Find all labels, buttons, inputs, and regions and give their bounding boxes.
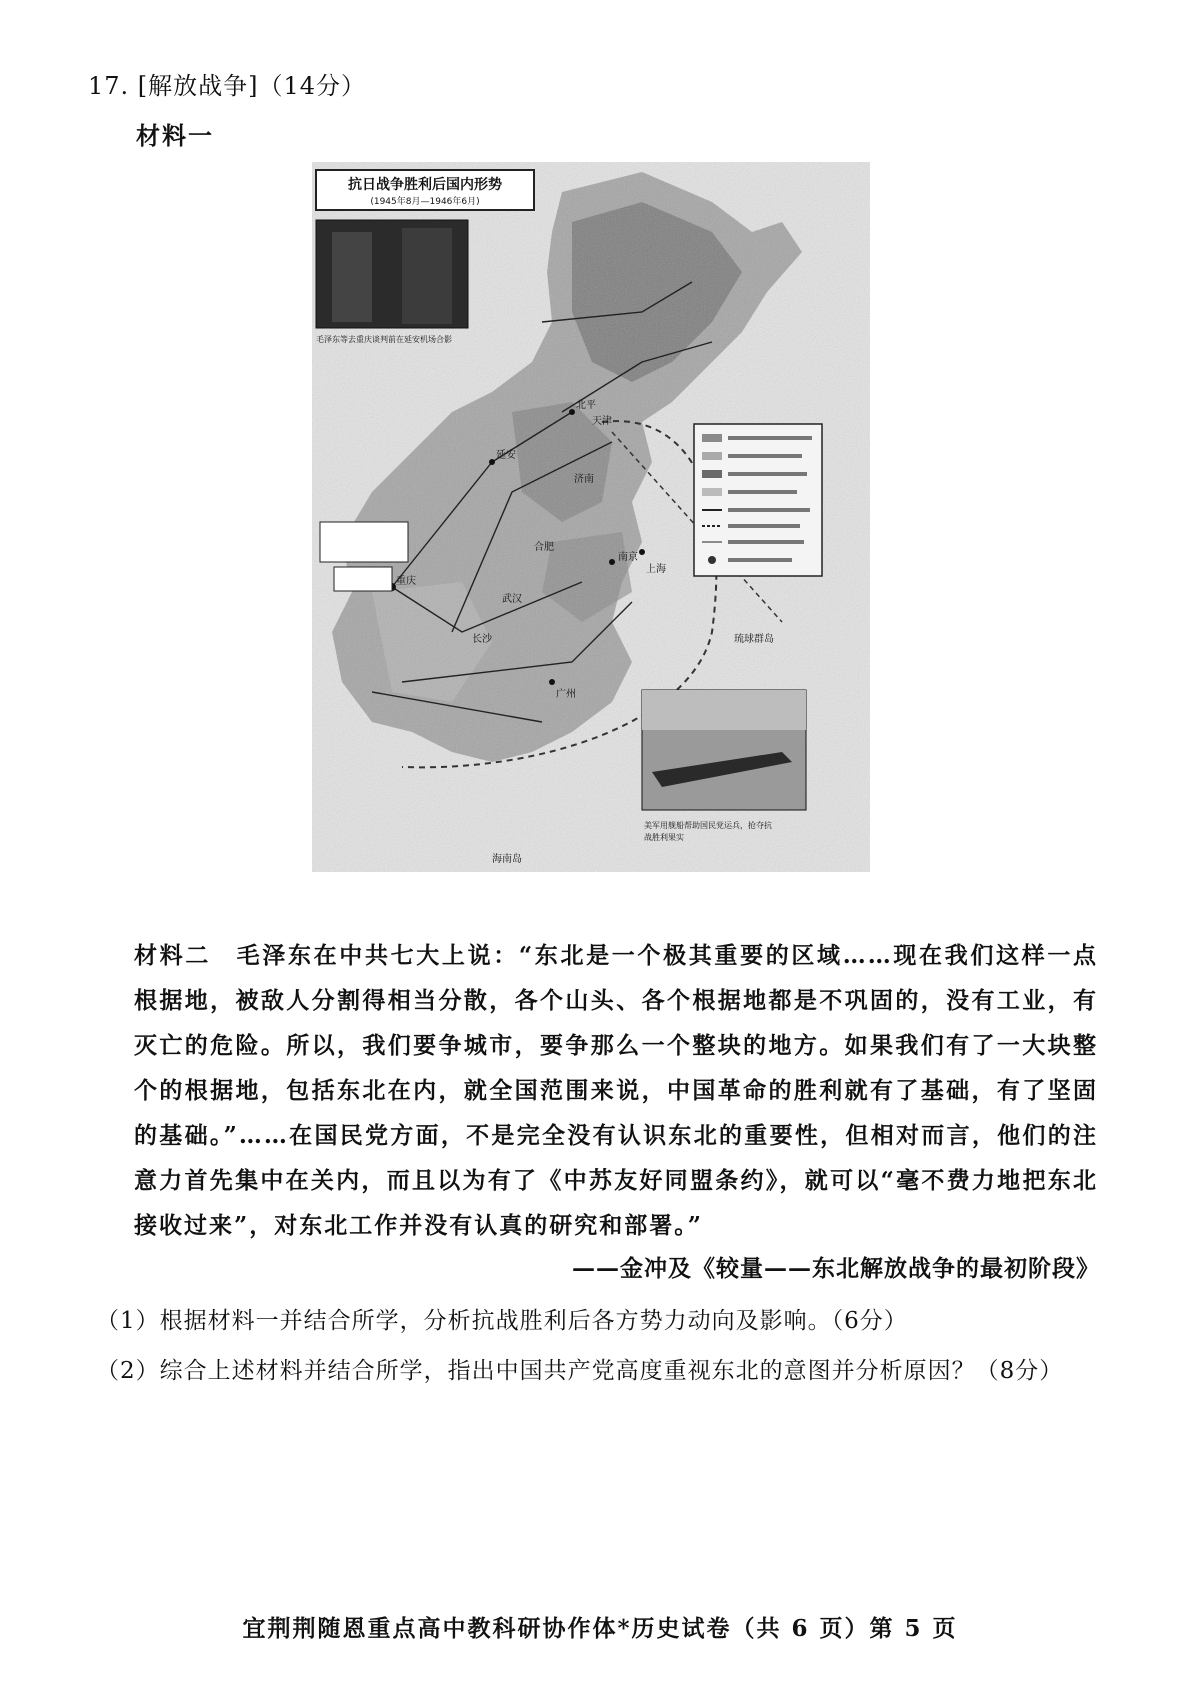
label-shanghai: 上海 xyxy=(646,564,666,575)
label-chongqing: 重庆 xyxy=(396,576,416,587)
photo2-caption-line2: 战胜利果实 xyxy=(644,833,684,842)
label-jinan: 济南 xyxy=(574,474,594,485)
city-marker xyxy=(609,559,615,565)
city-marker xyxy=(489,459,495,465)
city-marker xyxy=(569,409,575,415)
label-changsha: 长沙 xyxy=(472,634,492,645)
label-wuhan: 武汉 xyxy=(502,594,522,605)
map-legend xyxy=(694,424,822,576)
material-two-source: ——金冲及《较量——东北解放战争的最初阶段》 xyxy=(572,1255,1100,1282)
map-title: 抗日战争胜利后国内形势 xyxy=(348,177,502,193)
label-ryukyu: 琉球群岛 xyxy=(734,634,774,645)
label-yanan: 延安 xyxy=(496,450,516,461)
label-guangzhou: 广州 xyxy=(556,689,576,700)
question-title: 17. [解放战争]（14分） xyxy=(88,72,367,100)
sub-question-1: （1）根据材料一并结合所学，分析抗战胜利后各方势力动向及影响。（6分） xyxy=(96,1308,908,1334)
material-two-text: 材料二 毛泽东在中共七大上说：“东北是一个极其重要的区域……现在我们这样一点根据地，被敌人分割得相当分散，各个山头、各个根据地都是不巩固的，没有工业，有灭亡的危险。所以，我们要争城市，要争那么一个整块的地方。如果我们有了一大块整个的根据地，包括东北在内，就全国范围来说，中国革命的胜利就有了基础，有了坚固的基础。”……在国民党方面，不是完全没有认识东北的重要性，但相对而言，他们的注意力首先集中在关内，而且以为有了《中苏友好同盟条约》，就可以“毫不费力地把东北接收过来”，对东北工作并没有认真的研究和部署。” xyxy=(134,942,1098,1239)
sub-question-2: （2）综合上述材料并结合所学，指出中国共产党高度重视东北的意图并分析原因？（8分） xyxy=(96,1358,1064,1384)
annotation-box xyxy=(320,522,408,562)
label-hefei: 合肥 xyxy=(534,542,554,553)
city-marker xyxy=(639,549,645,555)
label-tianjin: 天津 xyxy=(592,416,612,427)
photo2-caption-line1: 美军用舰船帮助国民党运兵，抢夺抗 xyxy=(644,821,772,830)
annotation-box xyxy=(334,567,392,591)
page-footer: 宜荆荆随恩重点高中教科研协作体*历史试卷（共 6 页）第 5 页 xyxy=(242,1615,958,1642)
material-two-paragraph xyxy=(86,933,1098,1248)
label-nanjing: 南京 xyxy=(618,552,638,563)
map-subtitle: (1945年8月—1946年6月) xyxy=(370,197,480,207)
photo1-caption: 毛泽东等去重庆谈判前在延安机场合影 xyxy=(316,335,452,344)
city-marker xyxy=(549,679,555,685)
historical-map-figure xyxy=(312,162,870,872)
label-hainan: 海南岛 xyxy=(492,854,522,865)
label-beiping: 北平 xyxy=(576,400,596,411)
material-one-label: 材料一 xyxy=(136,121,214,150)
